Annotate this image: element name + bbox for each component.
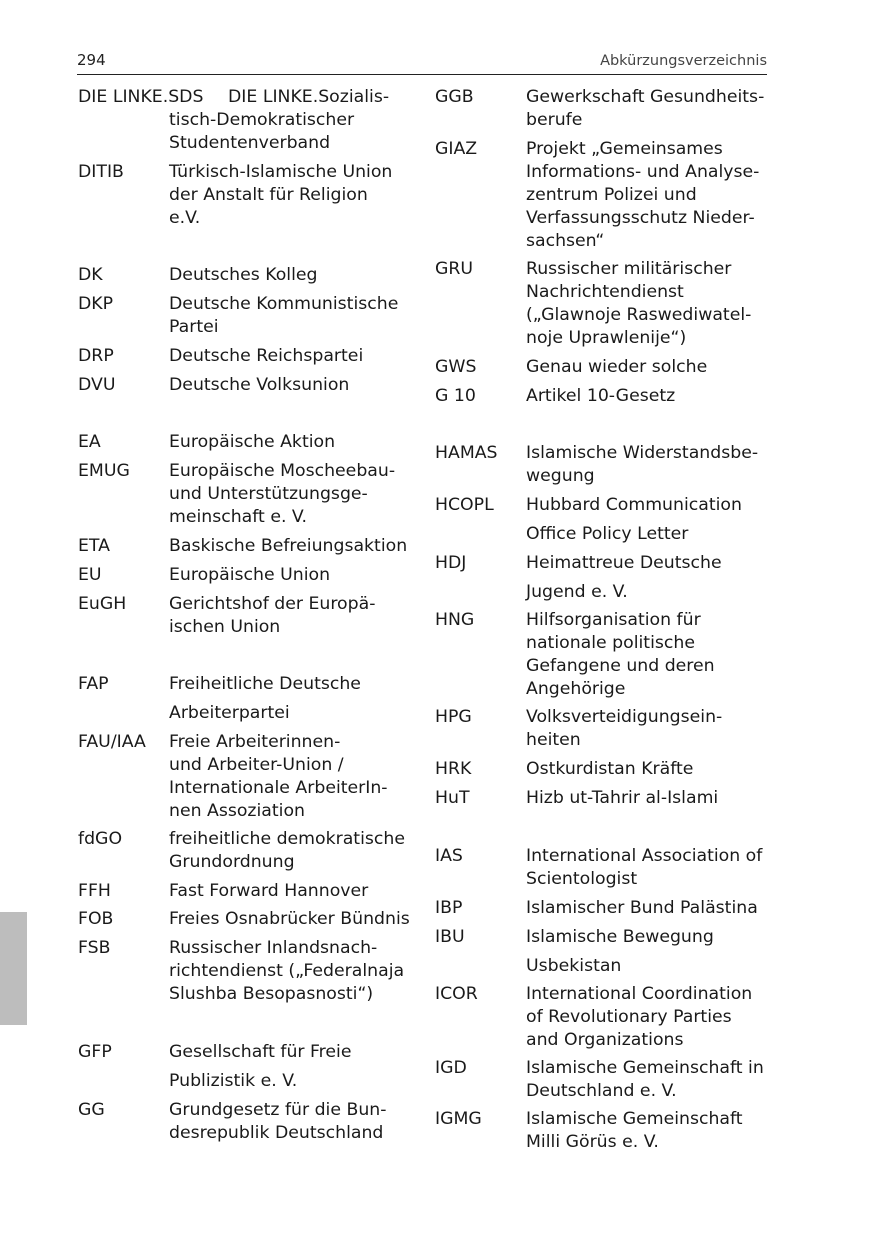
definition-line: International Association of <box>526 846 763 866</box>
glossary-entry <box>435 1057 770 1103</box>
definition-line: Fast Forward Hannover <box>169 881 369 901</box>
definition-line: Hubbard Communication <box>526 495 742 515</box>
definition-line: Deutsche Kommunistische <box>169 294 399 314</box>
glossary-entry <box>435 609 770 701</box>
definition-line: Russischer Inlandsnach- <box>169 938 378 958</box>
glossary-entry <box>435 494 770 546</box>
definition-line: Artikel 10-Gesetz <box>526 386 676 406</box>
entry-definition <box>526 86 770 132</box>
definition-line: Grundgesetz für die Bun- <box>169 1100 387 1120</box>
entry-definition <box>526 926 770 978</box>
definition-line: Islamische Bewegung <box>526 927 714 947</box>
definition-line: Milli Görüs e. V. <box>526 1132 659 1152</box>
glossary-entry <box>78 937 413 1006</box>
glossary-entry <box>435 258 770 350</box>
definition-line: ischen Union <box>169 617 281 637</box>
entry-definition <box>526 138 770 253</box>
entry-abbreviation: ETA <box>78 536 110 556</box>
entry-abbreviation: FSB <box>78 938 111 958</box>
entry-abbreviation: HAMAS <box>435 443 498 463</box>
entry-abbreviation: DRP <box>78 346 114 366</box>
glossary-entry <box>78 374 413 397</box>
definition-line: Office Policy Letter <box>526 524 689 544</box>
entry-definition <box>169 1099 413 1145</box>
glossary-entry <box>78 1099 413 1145</box>
definition-line: nen Assoziation <box>169 801 305 821</box>
glossary-entry <box>435 86 770 132</box>
definition-line: Internationale ArbeiterIn- <box>169 778 388 798</box>
glossary-entry <box>78 564 413 587</box>
definition-line: Gewerkschaft Gesundheits- <box>526 87 765 107</box>
definition-line: Gerichtshof der Europä- <box>169 594 376 614</box>
entry-abbreviation: DVU <box>78 375 116 395</box>
glossary-entry <box>435 442 770 488</box>
definition-line: Europäische Aktion <box>169 432 336 452</box>
entry-abbreviation: HNG <box>435 610 475 630</box>
entry-definition <box>169 374 413 397</box>
entry-abbreviation: FAU/IAA <box>78 732 146 752</box>
entry-abbreviation: IGD <box>435 1058 467 1078</box>
entry-definition <box>526 1057 770 1103</box>
entry-definition <box>169 460 413 529</box>
entry-definition <box>169 564 413 587</box>
glossary-entry <box>78 731 413 823</box>
glossary-entry <box>435 552 770 604</box>
glossary-entry <box>78 908 413 931</box>
definition-line: nationale politische <box>526 633 695 653</box>
entry-definition <box>169 880 413 903</box>
definition-line: Islamische Widerstandsbe- <box>526 443 759 463</box>
entry-definition <box>169 293 413 339</box>
definition-line: Heimattreue Deutsche <box>526 553 722 573</box>
entry-abbreviation: DKP <box>78 294 114 314</box>
entry-definition <box>169 673 413 725</box>
definition-line: wegung <box>526 466 595 486</box>
glossary-entry <box>435 983 770 1052</box>
definition-line: Genau wieder solche <box>526 357 708 377</box>
entry-abbreviation: GRU <box>435 259 474 279</box>
entry-abbreviation: EU <box>78 565 102 585</box>
entry-abbreviation: DITIB <box>78 162 124 182</box>
entry-abbreviation: EMUG <box>78 461 130 481</box>
entry-definition <box>526 845 770 891</box>
definition-line: of Revolutionary Parties <box>526 1007 732 1027</box>
entry-definition <box>169 431 413 454</box>
entry-abbreviation: G 10 <box>435 386 476 406</box>
entry-abbreviation: HCOPL <box>435 495 494 515</box>
glossary-entry <box>78 828 413 874</box>
glossary-entry <box>435 926 770 978</box>
entry-definition <box>526 552 770 604</box>
entry-definition <box>526 609 770 701</box>
entry-abbreviation: DIE LINKE.SDS <box>78 87 204 107</box>
definition-line: der Anstalt für Religion <box>169 185 368 205</box>
definition-line: Islamische Gemeinschaft in <box>526 1058 764 1078</box>
definition-line: Deutschland e. V. <box>526 1081 677 1101</box>
glossary-entry <box>78 293 413 339</box>
definition-line: International Coordination <box>526 984 753 1004</box>
definition-line: Islamischer Bund Palästina <box>526 898 758 918</box>
glossary-entry <box>435 356 770 379</box>
definition-line: Volksverteidigungsein- <box>526 707 723 727</box>
definition-line: Europäische Moscheebau- <box>169 461 396 481</box>
definition-line: Türkisch-Islamische Union <box>169 162 393 182</box>
definition-line: Scientologist <box>526 869 638 889</box>
entry-definition <box>526 758 770 781</box>
definition-line: Gesellschaft für Freie <box>169 1042 352 1062</box>
definition-line: Slushba Besopasnosti“) <box>169 984 374 1004</box>
entry-definition <box>169 731 413 823</box>
definition-line: Nachrichtendienst <box>526 282 684 302</box>
definition-line: Hizb ut-Tahrir al-Islami <box>526 788 719 808</box>
glossary-entry <box>78 264 413 287</box>
entry-definition <box>169 345 413 368</box>
glossary-entry <box>78 431 413 454</box>
glossary-entry <box>78 1041 413 1093</box>
entry-abbreviation: FAP <box>78 674 109 694</box>
definition-line: Ostkurdistan Kräfte <box>526 759 694 779</box>
entry-abbreviation: FFH <box>78 881 111 901</box>
entry-definition <box>169 161 413 230</box>
definition-line: DIE LINKE.Sozialis- <box>228 87 390 107</box>
entry-definition <box>526 385 770 408</box>
definition-line: Baskische Befreiungsaktion <box>169 536 408 556</box>
glossary-entry <box>435 758 770 781</box>
entry-definition <box>526 356 770 379</box>
definition-line: noje Uprawlenije“) <box>526 328 687 348</box>
running-title: Abkürzungsverzeichnis <box>600 53 767 69</box>
definition-line: zentrum Polizei und <box>526 185 697 205</box>
entry-abbreviation: HRK <box>435 759 472 779</box>
entry-abbreviation: IAS <box>435 846 463 866</box>
glossary-entry <box>435 138 770 253</box>
definition-line: berufe <box>526 110 583 130</box>
glossary-entry <box>435 706 770 752</box>
entry-definition <box>169 937 413 1006</box>
definition-line: Deutsches Kolleg <box>169 265 318 285</box>
entry-definition <box>526 494 770 546</box>
definition-line: Verfassungsschutz Nieder- <box>526 208 755 228</box>
page-number: 294 <box>77 51 106 69</box>
glossary-entry <box>435 787 770 810</box>
entry-definition <box>526 442 770 488</box>
entry-abbreviation: EA <box>78 432 101 452</box>
definition-line: sachsen“ <box>526 231 605 251</box>
entry-abbreviation: GGB <box>435 87 474 107</box>
definition-line: Deutsche Reichspartei <box>169 346 364 366</box>
entry-abbreviation: GWS <box>435 357 477 377</box>
definition-line: Freies Osnabrücker Bündnis <box>169 909 410 929</box>
glossary-entry <box>78 460 413 529</box>
entry-abbreviation: HuT <box>435 788 470 808</box>
definition-line: und Arbeiter-Union / <box>169 755 344 775</box>
definition-line: tisch-Demokratischer <box>169 110 355 130</box>
entry-abbreviation: HPG <box>435 707 472 727</box>
definition-line: Islamische Gemeinschaft <box>526 1109 743 1129</box>
definition-line: Informations- und Analyse- <box>526 162 760 182</box>
definition-line: Russischer militärischer <box>526 259 732 279</box>
definition-line: Jugend e. V. <box>526 582 628 602</box>
entry-definition <box>169 828 413 874</box>
entry-definition <box>169 264 413 287</box>
definition-line: meinschaft e. V. <box>169 507 308 527</box>
entry-definition <box>169 593 413 639</box>
glossary-entry <box>78 593 413 639</box>
entry-abbreviation: EuGH <box>78 594 127 614</box>
entry-abbreviation: DK <box>78 265 103 285</box>
definition-line: Freiheitliche Deutsche <box>169 674 361 694</box>
entry-abbreviation: ICOR <box>435 984 478 1004</box>
entry-definition <box>169 86 413 155</box>
page-header <box>77 50 767 75</box>
definition-line: e.V. <box>169 208 201 228</box>
entry-definition <box>526 983 770 1052</box>
entry-definition <box>169 908 413 931</box>
entry-abbreviation: GG <box>78 1100 105 1120</box>
entry-definition <box>169 535 413 558</box>
definition-line: richtendienst („Federalnaja <box>169 961 405 981</box>
definition-line: desrepublik Deutschland <box>169 1123 384 1143</box>
glossary-entry <box>78 673 413 725</box>
definition-line: („Glawnoje Raswediwatel- <box>526 305 752 325</box>
entry-abbreviation: fdGO <box>78 829 123 849</box>
definition-line: Angehörige <box>526 679 626 699</box>
definition-line: Hilfsorganisation für <box>526 610 701 630</box>
entry-definition <box>526 706 770 752</box>
glossary-entry <box>78 161 413 230</box>
thumb-index-tab <box>0 912 27 1025</box>
definition-line: Gefangene und deren <box>526 656 715 676</box>
definition-line: Partei <box>169 317 219 337</box>
definition-line: and Organizations <box>526 1030 684 1050</box>
entry-abbreviation: GIAZ <box>435 139 478 159</box>
definition-line: Publizistik e. V. <box>169 1071 298 1091</box>
definition-line: heiten <box>526 730 581 750</box>
glossary-entry <box>435 385 770 408</box>
entry-abbreviation: IGMG <box>435 1109 482 1129</box>
glossary-entry <box>78 535 413 558</box>
entry-abbreviation: IBU <box>435 927 465 947</box>
definition-line: Europäische Union <box>169 565 331 585</box>
entry-definition <box>169 1041 413 1093</box>
glossary-entry <box>78 86 413 155</box>
entry-definition <box>526 1108 770 1154</box>
definition-line: und Unterstützungsge- <box>169 484 368 504</box>
entry-abbreviation: IBP <box>435 898 463 918</box>
glossary-entry <box>435 897 770 920</box>
definition-line: Freie Arbeiterinnen- <box>169 732 341 752</box>
entry-abbreviation: FOB <box>78 909 114 929</box>
entry-abbreviation: HDJ <box>435 553 467 573</box>
definition-line: freiheitliche demokratische <box>169 829 405 849</box>
entry-definition <box>526 787 770 810</box>
definition-line: Grundordnung <box>169 852 295 872</box>
definition-line: Projekt „Gemeinsames <box>526 139 723 159</box>
glossary-entry <box>78 880 413 903</box>
definition-line: Studentenverband <box>169 133 331 153</box>
definition-line: Deutsche Volksunion <box>169 375 350 395</box>
glossary-entry <box>78 345 413 368</box>
definition-line: Arbeiterpartei <box>169 703 290 723</box>
definition-line: Usbekistan <box>526 956 622 976</box>
entry-definition <box>526 258 770 350</box>
entry-abbreviation: GFP <box>78 1042 112 1062</box>
glossary-entry <box>435 845 770 891</box>
glossary-entry <box>435 1108 770 1154</box>
entry-definition <box>526 897 770 920</box>
